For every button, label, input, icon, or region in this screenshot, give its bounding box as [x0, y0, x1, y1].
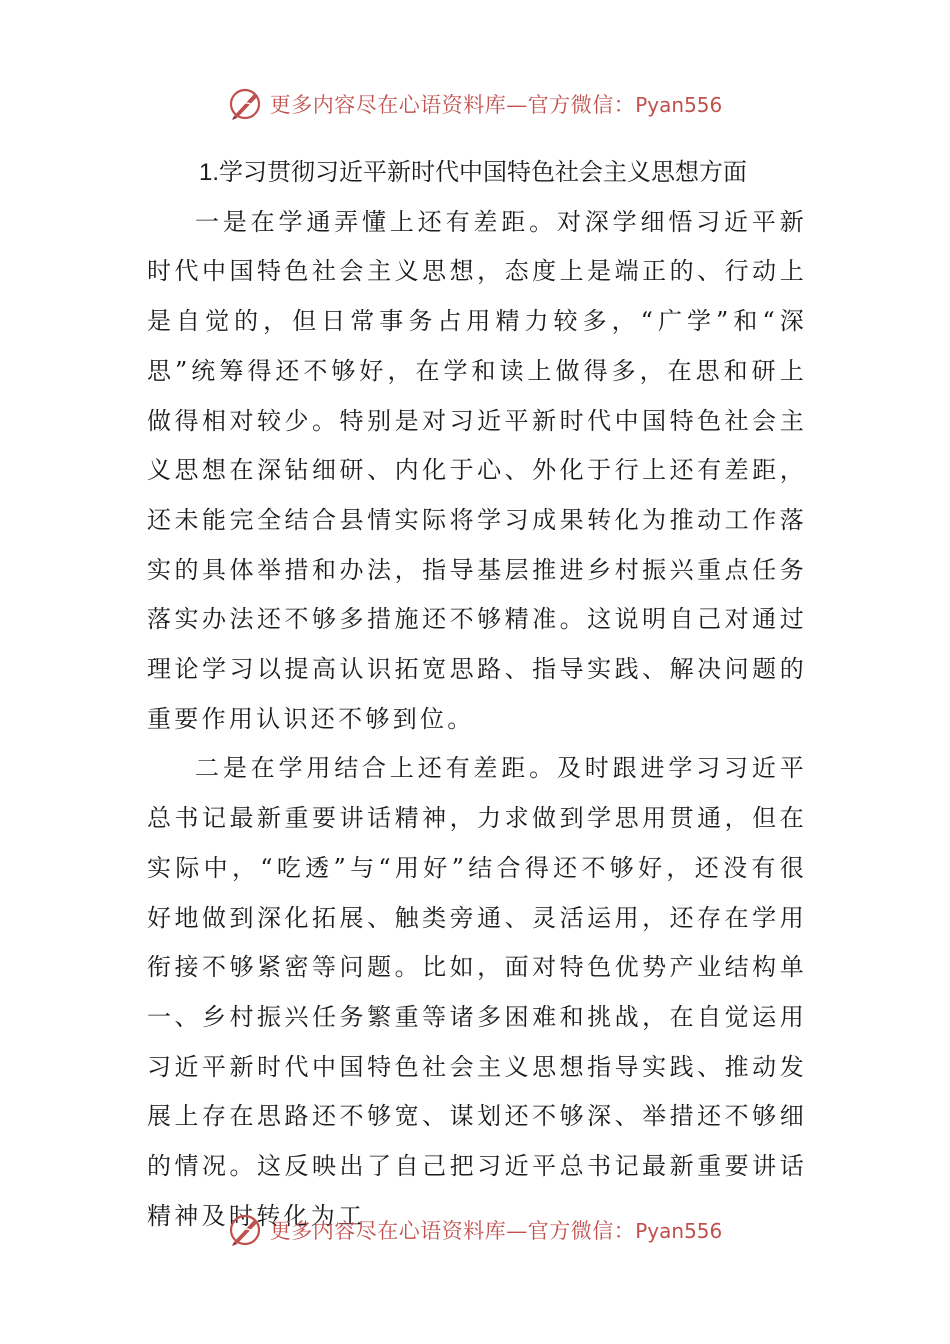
- pen-logo-icon: [228, 1213, 262, 1247]
- section-heading: [147, 148, 807, 198]
- wechat-id: Pyan556: [635, 1219, 723, 1243]
- watermark-text: 更多内容尽在心语资料库—官方微信：Pyan556: [269, 93, 723, 117]
- watermark-text: 更多内容尽在心语资料库—官方微信：Pyan556: [269, 1219, 723, 1243]
- wechat-id: Pyan556: [635, 93, 723, 117]
- header-watermark-banner: [0, 84, 950, 124]
- heading-text: 学习贯彻习近平新时代中国特色社会主义思想方面: [219, 158, 748, 186]
- heading-number: 1.: [199, 159, 220, 186]
- pen-logo-icon: [228, 87, 262, 121]
- document-body: [147, 148, 807, 1241]
- paragraph-2: 二是在学用结合上还有差距。及时跟进学习习近平总书记最新重要讲话精神，力求做到学思用贯通，但在实际中，“吃透”与“用好”结合得还不够好，还没有很好地做到深化拓展、触类旁通、灵活运用，还存在学用衔接不够紧密等问题。比如，面对特色优势产业结构单一、乡村振兴任务繁重等诸多困难和挑战，在自觉运用习近平新时代中国特色社会主义思想指导实践、推动发展上存在思路还不够宽、谋划还不够深、举措还不够细的情况。这反映出了自己把习近平总书记最新重要讲话精神及时转化为工: [147, 754, 807, 1230]
- footer-watermark-banner: [0, 1210, 950, 1250]
- paragraph-1: 一是在学通弄懂上还有差距。对深学细悟习近平新时代中国特色社会主义思想，态度上是端正的、行动上是自觉的，但日常事务占用精力较多，“广学”和“深思”统筹得还不够好，在学和读上做得多，在思和研上做得相对较少。特别是对习近平新时代中国特色社会主义思想在深钻细研、内化于心、外化于行上还有差距，还未能完全结合县情实际将学习成果转化为推动工作落实的具体举措和办法，指导基层推进乡村振兴重点任务落实办法还不够多措施还不够精准。这说明自己对通过理论学习以提高认识拓宽思路、指导实践、解决问题的重要作用认识还不够到位。: [147, 207, 807, 733]
